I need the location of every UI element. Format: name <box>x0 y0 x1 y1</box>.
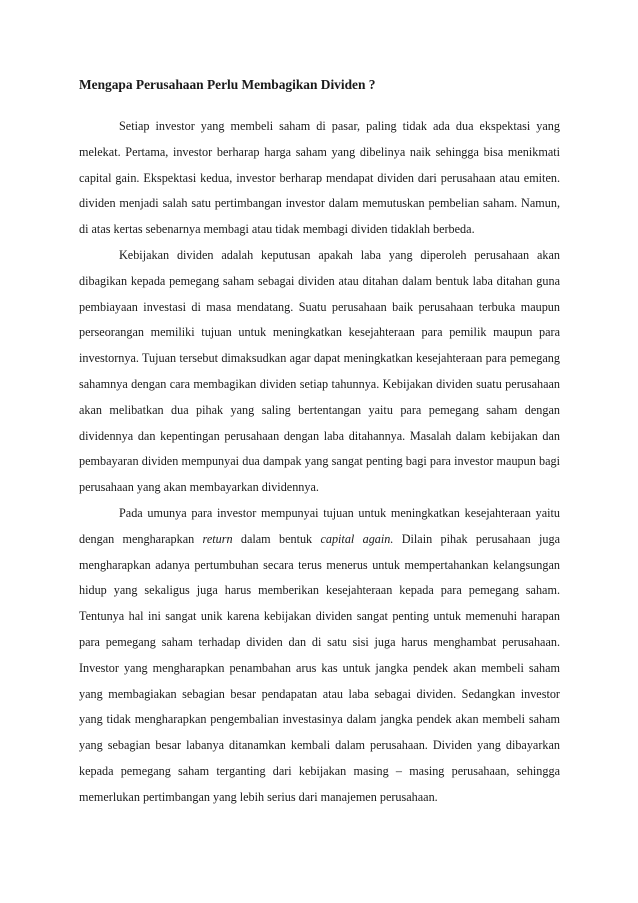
document-body <box>79 74 560 811</box>
paragraph-3 <box>79 501 560 811</box>
paragraph-3-part-before: Pada umunya para investor mempunyai tujuan untuk meningkatkan kesejahteraan yaitu dengan mengharapkan <box>79 505 560 546</box>
paragraph-1: Setiap investor yang membeli saham di pasar, paling tidak ada dua ekspektasi yang melekat. Pertama, investor berharap harga saham yang dibelinya naik sehingga bisa menikmati capital gain. Ekspektasi kedua, investor berharap mendapat dividen dari perusahaan atau emiten. dividen menjadi salah satu pertimbangan investor dalam memutuskan pembelian saham. Namun, di atas kertas sebenarnya membagi atau tidak membagi dividen tidaklah berbeda. <box>79 119 560 237</box>
paragraph-3-italic-return: return <box>202 531 233 546</box>
paragraph-3-italic-capital-again: capital again. <box>320 531 394 546</box>
paragraph-3-part-middle: dalam bentuk <box>232 531 321 546</box>
document-title: Mengapa Perusahaan Perlu Membagikan Dividen ? <box>79 77 376 92</box>
paragraph-3-part-after: Dilain pihak perusahaan juga mengharapkan adanya pertumbuhan secara terus menerus untuk mempertahankan kelangsungan hidup yang sekaligus juga harus memberikan kesejahteraan kepada para pemegang saham. Tentunya hal ini sangat unik karena kebijakan dividen sangat penting untuk memenuhi harapan para pemegang saham terhadap dividen dan di satu sisi juga harus menghambat perusahaan. Investor yang mengharapkan penambahan arus kas untuk jangka pendek akan membeli saham yang membagiakan sebagian besar pendapatan atau laba sebagai dividen. Sedangkan investor yang tidak mengharapkan pengembalian investasinya dalam jangka pendek akan membeli saham yang sebagian besar labanya ditanamkan kembali dalam perusahaan. Dividen yang dibayarkan kepada pemegang saham terganting dari kebijakan masing – masing perusahaan, sehingga memerlukan pertimbangan yang lebih serius dari manajemen perusahaan. <box>79 531 560 804</box>
paragraph-2: Kebijakan dividen adalah keputusan apakah laba yang diperoleh perusahaan akan dibagikan kepada pemegang saham sebagai dividen atau ditahan dalam bentuk laba ditahan guna pembiayaan investasi di masa mendatang. Suatu perusahaan baik perusahaan terbuka maupun perseorangan memiliki tujuan untuk meningkatkan kesejahteraan para pemilik maupun para investornya. Tujuan tersebut dimaksudkan agar dapat meningkatkan kesejahteraan para pemegang sahamnya dengan cara membagikan dividen setiap tahunnya. Kebijakan dividen suatu perusahaan akan melibatkan dua pihak yang saling bertentangan yaitu para pemegang saham dengan dividennya dan kepentingan perusahaan dengan laba ditahannya. Masalah dalam kebijakan dan pembayaran dividen mempunyai dua dampak yang sangat penting bagi para investor maupun bagi perusahaan yang akan membayarkan dividennya. <box>79 247 560 495</box>
